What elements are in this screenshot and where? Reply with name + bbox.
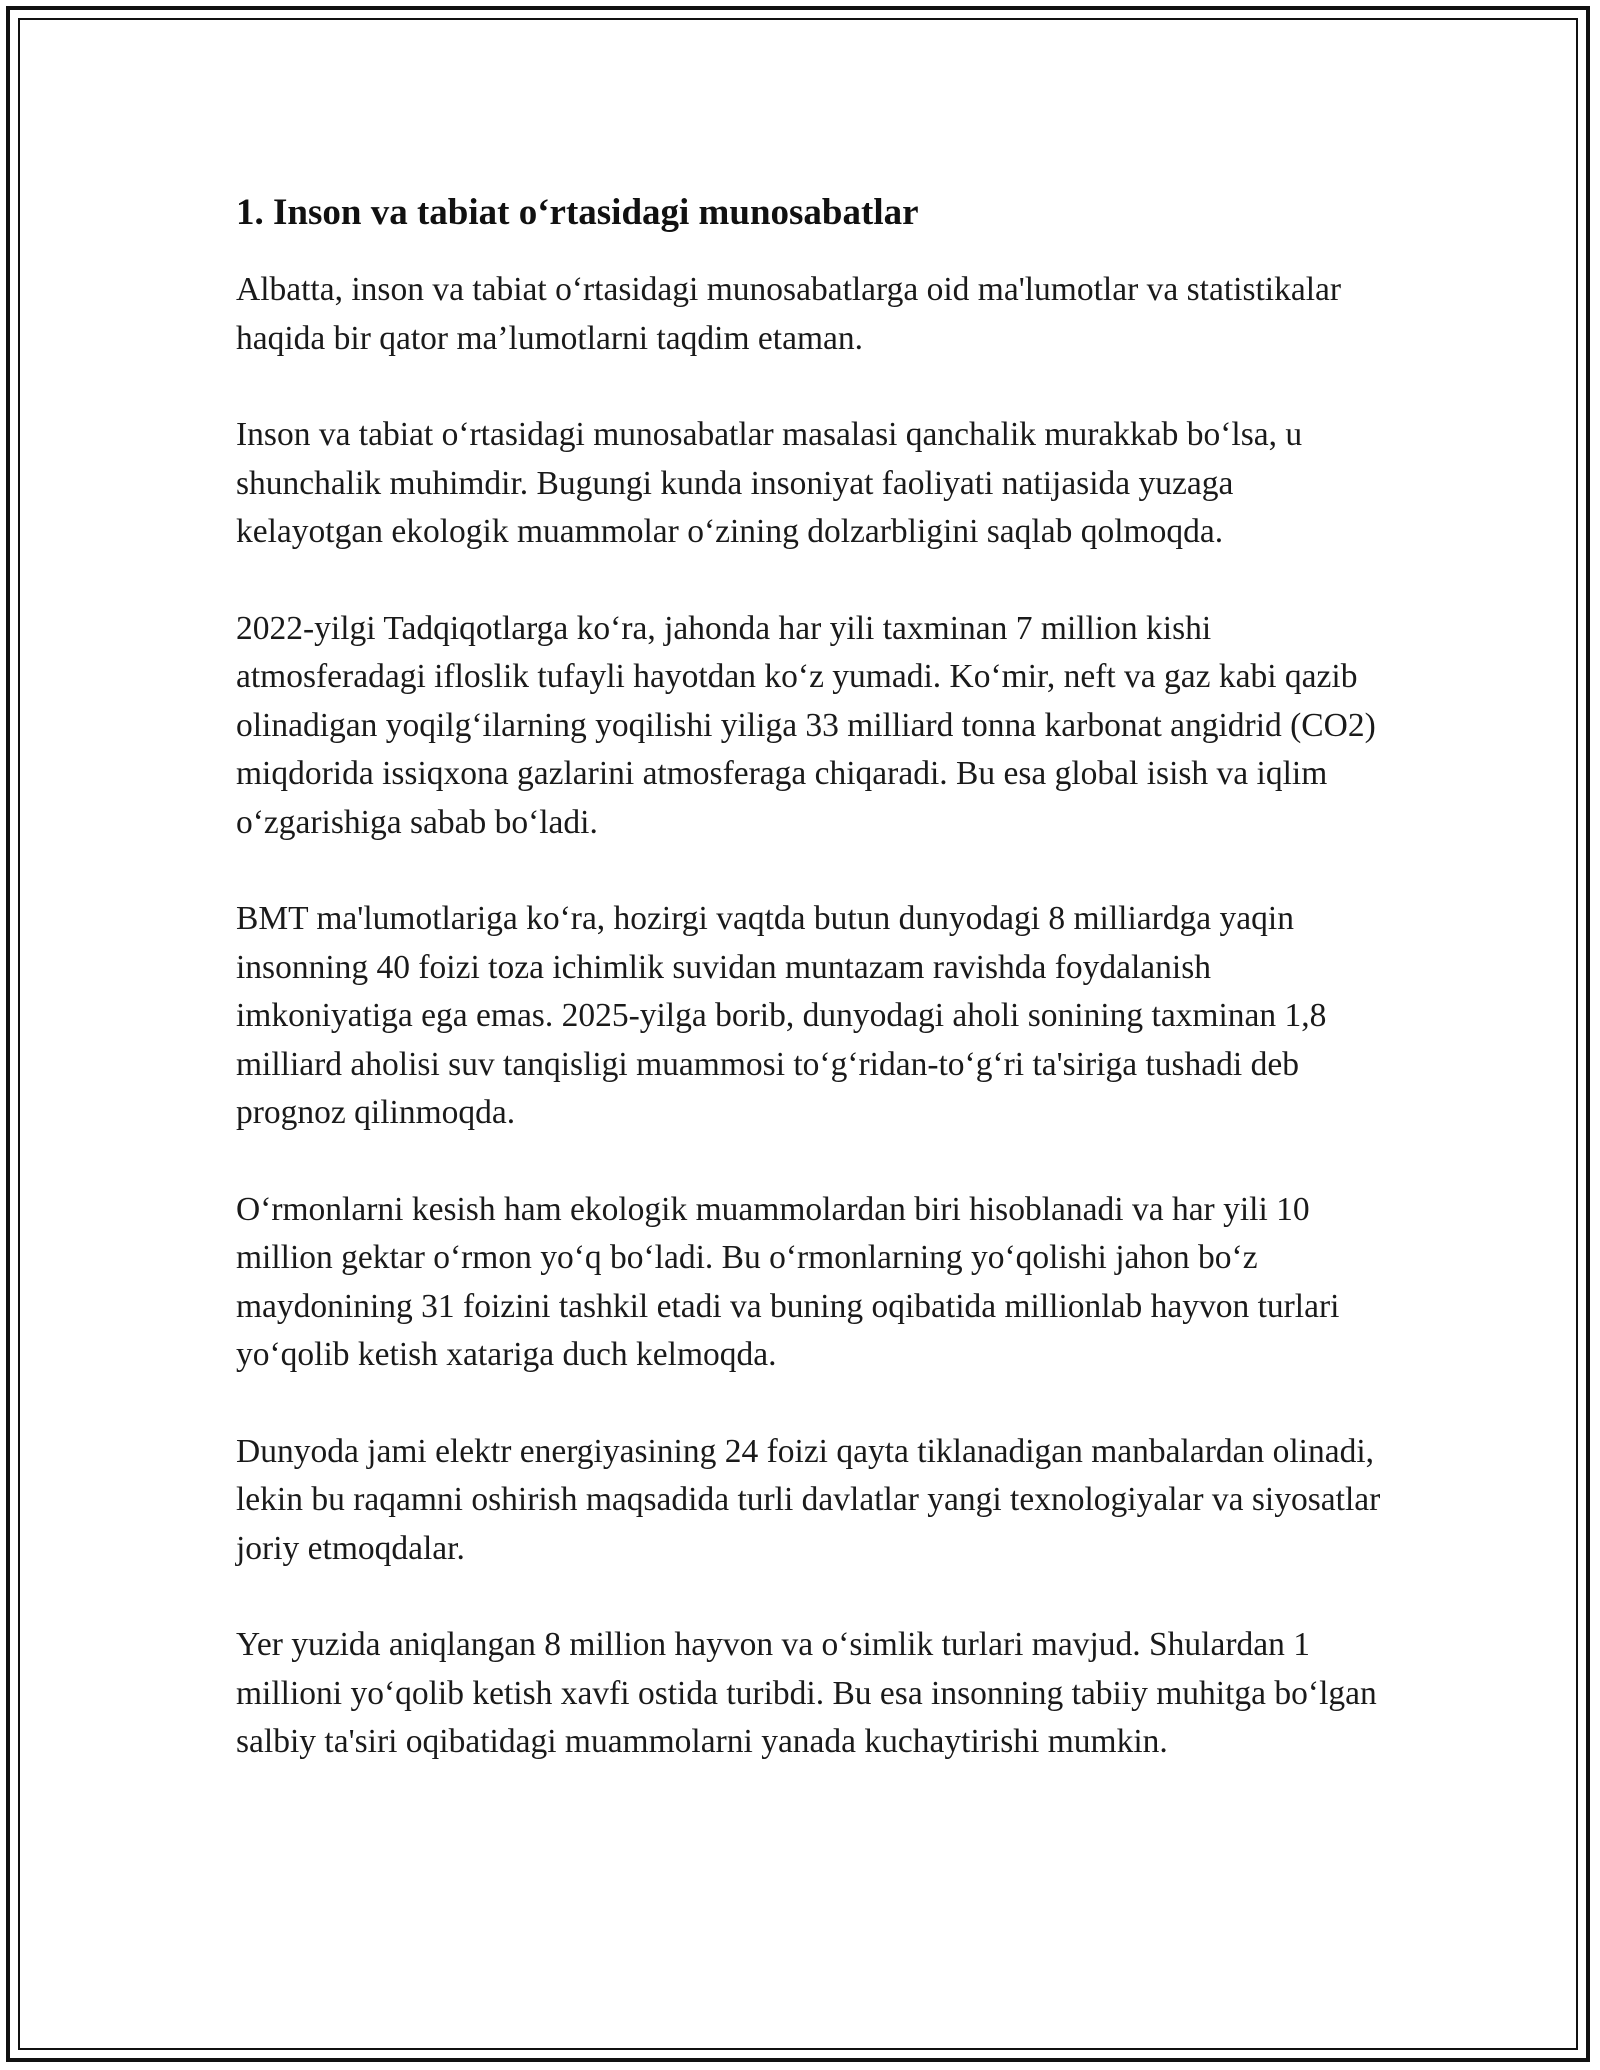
paragraph-deforestation: O‘rmonlarni kesish ham ekologik muammolardan biri hisoblanadi va har yili 10 million gektar o‘rmon yo‘q bo‘ladi. Bu o‘rmonlarning yo‘qolishi jahon bo‘z maydonining 31 foizini tashkil etadi va buning oqibatida millionlab hayvon turlari yo‘qolib ketish xatariga duch kelmoqda. xyxy=(236,1190,1340,1373)
document-body xyxy=(236,188,1386,1815)
paragraph-biodiversity: Yer yuzida aniqlangan 8 million hayvon va o‘simlik turlari mavjud. Shulardan 1 millioni yo‘qolib ketish xavfi ostida turibdi. Bu esa insonning tabiiy muhitga bo‘lgan salbiy ta'siri oqibatidagi muammolarni yanada kuchaytirishi mumkin. xyxy=(236,1626,1377,1760)
paragraph-intro: Albatta, inson va tabiat o‘rtasidagi munosabatlarga oid ma'lumotlar va statistikalar haqida bir qator ma’lumotlarni taqdim etaman. xyxy=(236,271,1342,357)
paragraph-air-pollution: 2022-yilgi Tadqiqotlarga ko‘ra, jahonda har yili taxminan 7 million kishi atmosferadagi ifloslik tufayli hayotdan ko‘z yumadi. Ko‘mir, neft va gaz kabi qazib olinadigan yoqilg‘ilarning yoqilishi yiliga 33 milliard tonna karbonat angidrid (CO2) miqdorida issiqxona gazlarini atmosferaga chiqaradi. Bu esa global isish va iqlim o‘zgarishiga sabab bo‘ladi. xyxy=(236,609,1376,841)
paragraph-renewable-energy: Dunyoda jami elektr energiyasining 24 foizi qayta tiklanadigan manbalardan olinadi, lekin bu raqamni oshirish maqsadida turli davlatlar yangi texnologiyalar va siyosatlar joriy etmoqdalar. xyxy=(236,1432,1381,1567)
paragraph-water-access: BMT ma'lumotlariga ko‘ra, hozirgi vaqtda butun dunyodagi 8 milliardga yaqin insonning 40 foizi toza ichimlik suvidan muntazam ravishda foydalanish imkoniyatiga ega emas. 2025-yilga borib, dunyodagi aholi sonining taxminan 1,8 milliard aholisi suv tanqisligi muammosi to‘g‘ridan-to‘g‘ri ta'siriga tushadi deb prognoz qilinmoqda. xyxy=(236,900,1327,1131)
paragraph-importance: Inson va tabiat o‘rtasidagi munosabatlar masalasi qanchalik murakkab bo‘lsa, u shunchalik muhimdir. Bugungi kunda insoniyat faoliyati natijasida yuzaga kelayotgan ekologik muammolar o‘zining dolzarbligini saqlab qolmoqda. xyxy=(236,416,1303,550)
page-title: 1. Inson va tabiat o‘rtasidagi munosabatlar xyxy=(236,192,919,233)
